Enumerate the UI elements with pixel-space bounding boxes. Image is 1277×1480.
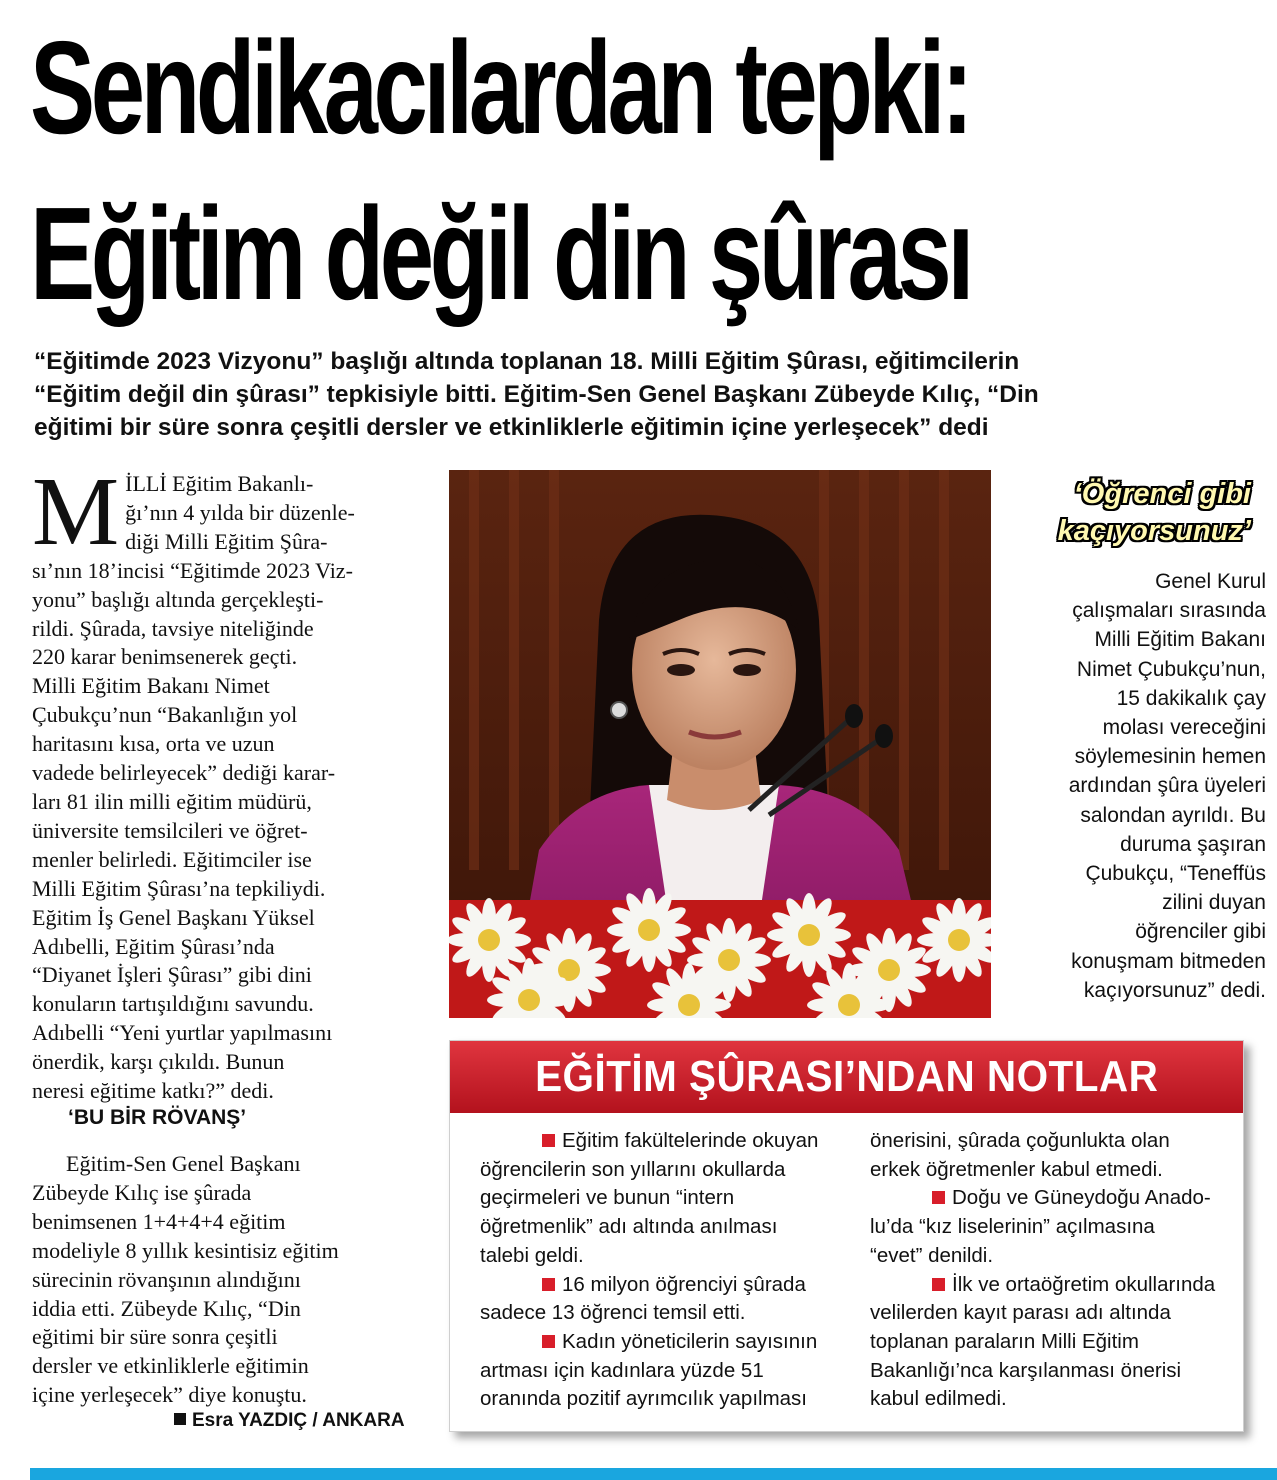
article-body — [32, 458, 424, 1106]
article-line: Eğitim-Sen Genel Başkanı — [66, 1151, 301, 1176]
notes-column-left — [480, 1127, 870, 1414]
note-line — [480, 1213, 870, 1242]
note-line — [480, 1328, 870, 1357]
note-text: “evet” denildi. — [870, 1243, 994, 1267]
note-line — [480, 1357, 870, 1386]
sidebar-line: Nimet Çubukçu’nun, — [1076, 657, 1266, 681]
article-line: Çubukçu’nun “Bakanlığın yol — [32, 702, 298, 728]
article-line: Adıbelli, Eğitim Şûrası’nda — [32, 933, 275, 959]
note-text: oranında pozitif ayrımcılık yapılması — [480, 1387, 807, 1411]
sidebar-title-line-2: kaçıyorsunuz’ — [1057, 515, 1251, 547]
article-line: içine yerleşecek” diye konuştu. — [32, 1382, 307, 1408]
sidebar-line: kaçıyorsunuz” dedi. — [1083, 978, 1266, 1002]
byline — [174, 1410, 405, 1432]
article-line: menler belirledi. Eğitimciler ise — [32, 846, 312, 872]
notes-column-right — [870, 1127, 1230, 1414]
lead-line-2: “Eğitim değil din şûrası” tepkisiyle bitti. Eğitim-Sen Genel Başkanı Zübeyde Kılıç, “Din — [34, 381, 1039, 408]
article-line: üniversite temsilcileri ve öğret- — [32, 817, 308, 843]
note-text: Kadın yöneticilerin sayısının — [562, 1329, 818, 1353]
notes-banner — [450, 1041, 1243, 1113]
note-text: artması için kadınlara yüzde 51 — [480, 1358, 764, 1382]
article-body-lines — [32, 557, 424, 1106]
note-text: Eğitim fakültelerinde okuyan — [562, 1129, 819, 1152]
headline-line-2: Eğitim değil din şûrası — [30, 180, 970, 327]
note-text: geçirmeleri ve bunun “intern — [480, 1186, 735, 1210]
bullet-square-icon — [542, 1278, 555, 1291]
note-line — [480, 1385, 870, 1414]
dropcap: M — [32, 458, 120, 566]
sidebar-line: ardından şûra üyeleri — [1068, 774, 1266, 798]
note-text: erkek öğretmenler kabul etmedi. — [870, 1157, 1163, 1181]
bullet-square-icon — [542, 1134, 555, 1147]
sidebar-line: söylemesinin hemen — [1074, 745, 1266, 769]
article-line: konuların tartışıldığını savundu. — [32, 991, 314, 1017]
sidebar-line: Milli Eğitim Bakanı — [1094, 628, 1266, 652]
article-line: vadede belirleyecek” dediği karar- — [32, 760, 336, 786]
article-line: ları 81 ilin milli eğitim müdürü, — [32, 788, 312, 814]
bullet-square-icon — [932, 1191, 945, 1204]
sidebar-line: zilini duyan — [1162, 891, 1266, 915]
article-line: Zübeyde Kılıç ise şûrada — [32, 1179, 252, 1205]
article-line: Milli Eğitim Şûrası’na tepkiliydi. — [32, 875, 326, 901]
note-line — [480, 1127, 870, 1156]
notes-banner-title: EĞİTİM ŞÛRASI’NDAN NOTLAR — [534, 1052, 1159, 1101]
note-text: kabul edilmedi. — [870, 1387, 1007, 1411]
headline-line-1: Sendikacılardan tepki: — [30, 14, 970, 161]
article-line: rildi. Şûrada, tavsiye niteliğinde — [32, 615, 314, 641]
note-text: toplanan paraların Milli Eğitim — [870, 1329, 1139, 1353]
sidebar-line: konuşmam bitmeden — [1071, 949, 1266, 973]
sidebar-line: öğrenciler gibi — [1135, 920, 1266, 944]
sidebar-line: salondan ayrıldı. Bu — [1080, 803, 1266, 827]
article-line: Adıbelli “Yeni yurtlar yapılmasını — [32, 1020, 333, 1046]
article-line: “Diyanet İşleri Şûrası” gibi dini — [32, 962, 312, 988]
article-line: haritasını kısa, orta ve uzun — [32, 731, 275, 757]
section-subhead: ‘BU BİR RÖVANŞ’ — [68, 1106, 247, 1129]
note-line — [870, 1156, 1230, 1185]
byline-text: Esra YAZDIÇ / ANKARA — [192, 1410, 405, 1431]
note-text: öğrencilerin son yıllarını okullarda — [480, 1157, 786, 1181]
article-line: Milli Eğitim Bakanı Nimet — [32, 673, 270, 699]
note-line — [480, 1299, 870, 1328]
note-text: öğretmenlik” adı altında anılması — [480, 1215, 778, 1239]
sidebar-line: 15 dakikalık çay — [1116, 686, 1266, 710]
bottom-bar — [30, 1468, 1277, 1480]
bullet-square-icon — [542, 1335, 555, 1348]
lead-line-1: “Eğitimde 2023 Vizyonu” başlığı altında toplanan 18. Milli Eğitim Şûrası, eğitimcilerin — [34, 348, 1020, 375]
sidebar-text — [1010, 567, 1266, 1005]
sidebar-line: Genel Kurul — [1155, 570, 1266, 593]
byline-square-icon — [174, 1413, 186, 1425]
bullet-square-icon — [932, 1278, 945, 1291]
note-text: Doğu ve Güneydoğu Anado- — [952, 1186, 1211, 1210]
photo-speaker — [449, 470, 991, 1018]
article-line: neresi eğitime katkı?” dedi. — [32, 1078, 274, 1104]
note-text: 16 milyon öğrenciyi şûrada — [562, 1272, 806, 1296]
note-line — [870, 1328, 1230, 1357]
note-text: velilerden kayıt parası adı altında — [870, 1301, 1171, 1325]
note-line — [480, 1184, 870, 1213]
article-line: İLLİ Eğitim Bakanlı- — [125, 471, 314, 496]
lead-line-3: eğitimi bir süre sonra çeşitli dersler ve etkinliklerle eğitimin içine yerleşecek” dedi — [34, 414, 989, 441]
note-line — [870, 1213, 1230, 1242]
note-line — [870, 1357, 1230, 1386]
article-line: ğı’nın 4 yılda bir düzenle- — [125, 499, 355, 525]
note-line — [870, 1299, 1230, 1328]
sidebar-line: molası vereceğini — [1102, 716, 1266, 740]
article-line: sı’nın 18’incisi “Eğitimde 2023 Viz- — [32, 557, 353, 583]
note-text: sadece 13 öğrenci temsil etti. — [480, 1301, 746, 1325]
sidebar-line: duruma şaşıran — [1120, 832, 1266, 856]
note-line — [870, 1184, 1230, 1213]
note-text: talebi geldi. — [480, 1243, 584, 1267]
note-line — [870, 1271, 1230, 1300]
sidebar-line: çalışmaları sırasında — [1072, 599, 1266, 623]
note-line — [870, 1242, 1230, 1271]
note-line — [480, 1271, 870, 1300]
note-line — [870, 1127, 1230, 1156]
sidebar-line: Çubukçu, “Teneffüs — [1085, 862, 1266, 886]
article-line: sürecinin rövanşının alındığını — [32, 1266, 301, 1292]
article-section-2 — [32, 1150, 424, 1410]
note-text: İlk ve ortaöğretim okullarında — [952, 1272, 1216, 1296]
article-line: iddia etti. Zübeyde Kılıç, “Din — [32, 1295, 301, 1321]
notes-box — [449, 1040, 1244, 1432]
sidebar-title — [1058, 476, 1251, 550]
note-line — [480, 1242, 870, 1271]
article-line: yonu” başlığı altında gerçekleşti- — [32, 586, 324, 612]
note-text: Bakanlığı’nca karşılanması önerisi — [870, 1358, 1182, 1382]
article-line: Eğitim İş Genel Başkanı Yüksel — [32, 904, 315, 930]
note-line — [870, 1385, 1230, 1414]
article-line: dersler ve etkinliklerle eğitimin — [32, 1353, 309, 1379]
article-line: benimsenen 1+4+4+4 eğitim — [32, 1208, 286, 1234]
note-text: lu’da “kız liselerinin” açılmasına — [870, 1215, 1155, 1239]
article-line: eğitimi bir süre sonra çeşitli — [32, 1324, 278, 1350]
article-line: 220 karar benimsenerek geçti. — [32, 644, 298, 670]
article-line: modeliyle 8 yıllık kesintisiz eğitim — [32, 1237, 339, 1263]
sidebar-title-line-1: ‘Öğrenci gibi — [1073, 478, 1251, 510]
article-line: önerdik, karşı çıkıldı. Bunun — [32, 1049, 285, 1075]
article-line: diği Milli Eğitim Şûra- — [125, 528, 328, 554]
note-line — [480, 1156, 870, 1185]
note-text: önerisini, şûrada çoğunlukta olan — [870, 1129, 1170, 1152]
